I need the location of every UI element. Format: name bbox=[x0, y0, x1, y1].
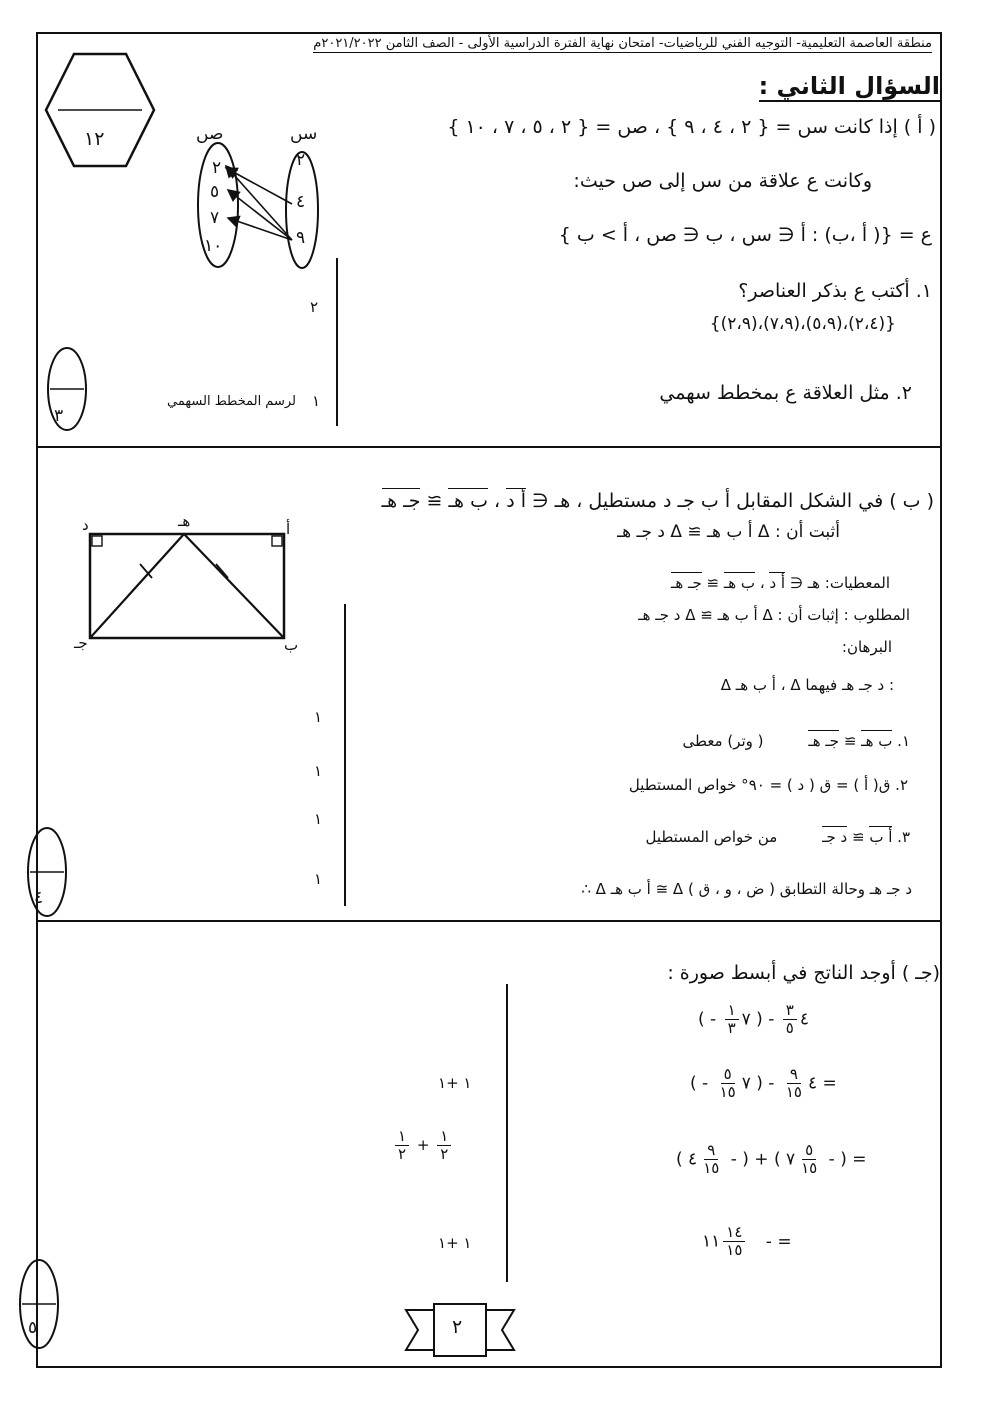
part-c-line4: ١١ $\frac{١٤}{١٥}$ - = bbox=[702, 1223, 792, 1259]
part-a-oval-score: ٣ bbox=[54, 406, 64, 426]
part-a-q2: ٢. مثل العلاقة ع بمخطط سهمي bbox=[659, 382, 912, 404]
rectangle-figure bbox=[88, 530, 298, 642]
y-element-4: ١٠ bbox=[204, 236, 223, 256]
part-b-line1: ( ب ) في الشكل المقابل أ ب جـ د مستطيل ، هـ ∈ أ د ، ب هـ ≅ جـ هـ bbox=[381, 490, 934, 512]
figure-label-c: جـ bbox=[74, 634, 88, 652]
arrow-4-2 bbox=[226, 168, 292, 204]
part-a-answer1: {(٢،٩)،(٧،٩)،(٥،٩)،(٢،٤)} bbox=[709, 314, 896, 334]
part-b-mark-4: ١ bbox=[314, 870, 323, 888]
figure-label-d: د bbox=[82, 516, 89, 534]
part-a-q1: ١. أكتب ع بذكر العناصر؟ bbox=[738, 280, 932, 302]
total-score-value: ١٢ bbox=[84, 128, 105, 150]
set-x-label: سں bbox=[290, 124, 318, 144]
part-c-oval-score: ٥ bbox=[28, 1318, 38, 1338]
part-a-mark2-text: لرسم المخطط السهمي bbox=[167, 394, 296, 409]
part-b-step1: ١. ب هـ ≅ جـ هـ ( وتر) معطى bbox=[682, 732, 910, 750]
part-a-line2: وكانت ع علاقة من سں إلى صں حيث: bbox=[573, 170, 872, 192]
question-title: السؤال الثاني : bbox=[758, 72, 940, 100]
part-a-mark2-value: ١ bbox=[312, 392, 321, 410]
part-c-line3: ( ٤ $\frac{٩}{١٥}$ - ) + ( ٧ $\frac{٥}{١٥}$ - ) = bbox=[676, 1141, 867, 1177]
part-b-marks-divider bbox=[344, 604, 346, 906]
part-c-line2: ٤ $\frac{٩}{١٥}$ - ( ٧ $\frac{٥}{١٥}$ - ) = bbox=[690, 1065, 837, 1101]
divider-a-b bbox=[36, 446, 942, 448]
part-c-marks-divider bbox=[506, 984, 508, 1282]
x-element-2: ٤ bbox=[296, 192, 306, 212]
figure-label-b: ب bbox=[284, 636, 299, 654]
part-b-proof-label: البرهان: bbox=[841, 638, 892, 656]
set-y-label: صں bbox=[196, 124, 224, 144]
figure-label-a: أ bbox=[286, 520, 291, 538]
arrow-diagram bbox=[180, 130, 330, 290]
part-c-mark1: ١ +١ bbox=[438, 1074, 472, 1092]
part-b-line2: أثبت أن : Δ أ ب هـ ≅ Δ د جـ هـ bbox=[617, 522, 840, 542]
divider-b-c bbox=[36, 920, 942, 922]
x-element-3: ٩ bbox=[296, 228, 306, 248]
page-header: منطقة العاصمة التعليمية- التوجيه الفني للرياضيات- امتحان نهاية الفترة الدراسية الأولى - الصف الثامن ٢٠٢١/٢٠٢٢م bbox=[313, 36, 932, 51]
part-c-line1: ٤ $\frac{٣}{٥}$ - ( ٧ $\frac{١}{٣}$ - ) bbox=[698, 1001, 809, 1037]
part-c-score-oval bbox=[18, 1258, 60, 1350]
part-b-mark-3: ١ bbox=[314, 810, 323, 828]
part-b-conclusion: ∴ Δ أ ب هـ ≅ Δ د جـ هـ وحالة التطابق ( ض ، و ، ق ) bbox=[581, 880, 912, 898]
part-b-mark-2: ١ bbox=[314, 762, 323, 780]
y-element-1: ٢ bbox=[212, 158, 222, 178]
part-b-required: المطلوب : إثبات أن : Δ أ ب هـ ≅ Δ د جـ هـ bbox=[638, 606, 910, 624]
total-score-hexagon bbox=[44, 52, 156, 168]
part-b-mark-1: ١ bbox=[314, 708, 323, 726]
part-c-title: (جـ ) أوجد الناتج في أبسط صورة : bbox=[667, 962, 940, 984]
y-element-2: ٥ bbox=[210, 182, 220, 202]
part-a-marks-divider bbox=[336, 258, 338, 426]
part-b-score-oval bbox=[26, 826, 68, 918]
part-b-proof-intro: Δ أ ب هـ ، Δ د جـ هـ فيهما : bbox=[720, 676, 894, 694]
part-a-line1: ( أ ) إذا كانت سں = { ٢ ، ٤ ، ٩ } ، صں = { ٢ ، ٥ ، ٧ ، ١٠ } bbox=[447, 116, 936, 138]
part-b-step2: ٢. ق( أ ) = ق ( د ) = ٩٠° خواص المستطيل bbox=[628, 776, 908, 794]
figure-label-e: هـ bbox=[178, 512, 191, 530]
part-a-line3: ع = {( أ ،ب) : أ ∈ سں ، ب ∈ صں ، أ > ب } bbox=[558, 224, 932, 246]
part-a-mark1: ٢ bbox=[310, 298, 319, 316]
page-number: ٢ bbox=[452, 1316, 463, 1338]
part-a-score-oval bbox=[46, 346, 88, 432]
part-c-mark2: $\frac{١}{٢}$ + $\frac{١}{٢}$ bbox=[392, 1128, 454, 1163]
part-c-mark3: ١ +١ bbox=[438, 1234, 472, 1252]
part-b-givens: المعطيات: هـ ∈ أ د ، ب هـ ≅ جـ هـ bbox=[670, 574, 890, 592]
part-b-step3: ٣. أ ب ≅ د جـ من خواص المستطيل bbox=[645, 828, 910, 846]
y-element-3: ٧ bbox=[210, 208, 220, 228]
part-b-oval-score: ٤ bbox=[34, 888, 44, 908]
x-element-1: ٢ bbox=[296, 150, 306, 170]
